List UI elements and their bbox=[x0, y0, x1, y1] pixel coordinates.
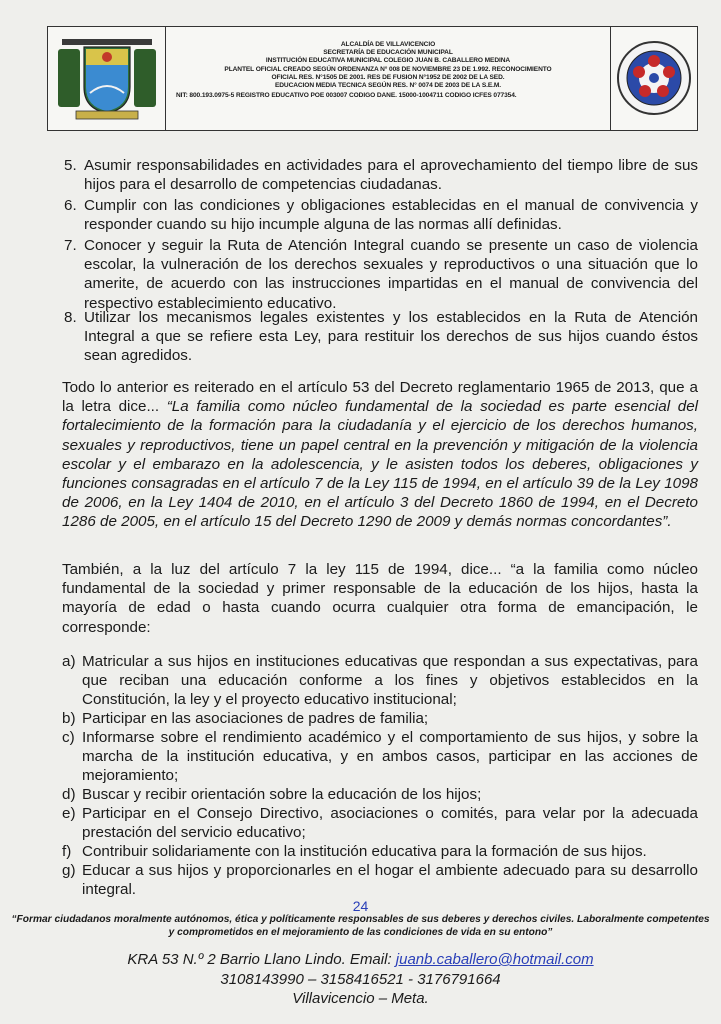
item-number: 7. bbox=[64, 237, 77, 254]
school-seal-cell bbox=[610, 27, 697, 130]
item-label: d) bbox=[62, 786, 76, 803]
header-line: INSTITUCIÓN EDUCATIVA MUNICIPAL COLEGIO JUAN B. CABALLERO MEDINA bbox=[265, 57, 511, 65]
header-line: OFICIAL RES. N°1505 DE 2001. RES DE FUSION N°1952 DE 2002 DE LA SED. bbox=[271, 73, 505, 81]
item-number: 5. bbox=[64, 157, 77, 174]
letterhead-text bbox=[166, 41, 610, 100]
lettered-item-e bbox=[62, 804, 698, 842]
lettered-item-b bbox=[62, 709, 698, 728]
lettered-item-g bbox=[62, 861, 698, 899]
item-text: Cumplir con las condiciones y obligaciones establecidas en el manual de convivencia y responder cuando su hijo incumple alguna de las normas allí definidas. bbox=[84, 197, 698, 234]
law-paragraph: También, a la luz del artículo 7 la ley 115 de 1994, dice... “a la familia como núcleo fundamental de la sociedad y primer responsable de la educación de los hijos, hasta la mayoría de edad o hasta cuando ocurra cualquier otra forma de emancipación, le corresponde: bbox=[62, 561, 698, 636]
institutional-motto: “Formar ciudadanos moralmente autónomos, ética y políticamente responsables de sus deberes y derechos civiles. Laboralmente competentes y comprometidos en el mejoramiento de las condiciones de vida en su entono” bbox=[11, 914, 710, 938]
municipal-coat-of-arms-cell bbox=[48, 27, 166, 130]
header-line: PLANTEL OFICIAL CREADO SEGÚN ORDENANZA N° 008 DE NOVIEMBRE 23 DE 1.992. RECONOCIMIENTO bbox=[224, 65, 552, 73]
email-link[interactable]: juanb.caballero@hotmail.com bbox=[395, 951, 594, 968]
item-text: Participar en las asociaciones de padres de familia; bbox=[82, 710, 429, 727]
item-text: Asumir responsabilidades en actividades para el aprovechamiento del tiempo libre de sus hijos para el desarrollo de competencias ciudadanas. bbox=[84, 157, 698, 194]
item-text: Buscar y recibir orientación sobre la educación de los hijos; bbox=[82, 786, 482, 803]
item-text: Conocer y seguir la Ruta de Atención Integral cuando se presente un caso de violencia escolar, la vulneración de los derechos sexuales y reproductivos o una situación que lo amerite, de acuerdo con las instrucciones impartidas en el manual de convivencia del respectivo establecimiento educativo. bbox=[84, 237, 698, 312]
header-line: SECRETARÍA DE EDUCACIÓN MUNICIPAL bbox=[323, 49, 453, 57]
coat-of-arms-icon bbox=[48, 27, 166, 129]
item-label: g) bbox=[62, 862, 76, 879]
numbered-item-6 bbox=[62, 196, 698, 234]
item-number: 8. bbox=[64, 309, 77, 326]
item-text: Utilizar los mecanismos legales existentes y los establecidos en la Ruta de Atención Integral a que se refiere esta Ley, para restituir los derechos de sus hijos cuando éstos sean agredidos. bbox=[84, 309, 698, 365]
item-number: 6. bbox=[64, 197, 77, 214]
decree-intro: Todo lo anterior es reiterado en el artículo 53 del Decreto reglamentario 1965 de 2013, que a la letra dice... bbox=[62, 379, 698, 416]
item-text: Contribuir solidariamente con la institución educativa para la formación de sus hijos. bbox=[82, 843, 647, 860]
header-line: EDUCACION MEDIA TECNICA SEGÚN RES. N° 0074 DE 2003 DE LA S.E.M. bbox=[274, 82, 502, 90]
numbered-item-8 bbox=[62, 308, 698, 366]
body-content bbox=[62, 156, 699, 899]
school-seal-icon bbox=[611, 27, 698, 129]
numbered-item-7 bbox=[62, 236, 698, 313]
lettered-item-a bbox=[62, 652, 698, 710]
item-label: c) bbox=[62, 729, 75, 746]
city-line: Villavicencio – Meta. bbox=[292, 990, 429, 1007]
item-text: Informarse sobre el rendimiento académico y el comportamiento de sus hijos, y sobre la marcha de la institución educativa, y en ambos casos, participar en las acciones de mejoramiento; bbox=[82, 729, 698, 785]
letterhead bbox=[47, 26, 698, 131]
decree-paragraph bbox=[62, 378, 698, 532]
address-line bbox=[0, 950, 721, 970]
item-label: e) bbox=[62, 805, 76, 822]
header-line: ALCALDÍA DE VILLAVICENCIO bbox=[340, 41, 436, 48]
item-text: Educar a sus hijos y proporcionarles en el hogar el ambiente adecuado para su desarrollo integral. bbox=[82, 862, 698, 899]
item-label: a) bbox=[62, 653, 76, 670]
contact-block bbox=[0, 950, 721, 1009]
decree-quote: “La familia como núcleo fundamental de la sociedad es parte esencial del fortalecimiento de la formación para la ciudadanía y el ejercicio de los derechos humanos, sexuales y reproductivos, tiene un papel central en la prevención y mitigación de la violencia escolar y el embarazo en la adolescencia, y le asisten todos los deberes, obligaciones y funciones consagradas en el artículo 7 de la Ley 115 de 1994, en el artículo 39 de la Ley 1098 de 2006, en la Ley 1404 de 2010, en el artículo 3 del Decreto 1860 de 1994, en el Decreto 1286 de 2005, en el artículo 15 del Decreto 1290 de 2009 y demás normas concordantes”. bbox=[62, 398, 699, 531]
numbered-item-5 bbox=[62, 156, 698, 194]
lettered-item-c bbox=[62, 728, 698, 786]
lettered-item-d bbox=[62, 785, 698, 804]
header-nit: NIT: 800.193.0975-5 REGISTRO EDUCATIVO POE 003007 CODIGO DANE. 15000-1004711 CODIGO ICFES 077354. bbox=[176, 92, 517, 100]
address-text: KRA 53 N.º 2 Barrio Llano Lindo. Email: bbox=[127, 951, 396, 968]
item-text: Matricular a sus hijos en instituciones educativas que respondan a sus expectativas, para que reciban una educación conforme a los fines y objetivos establecidos en la Constitución, la ley y el proyecto educativo institucional; bbox=[82, 653, 698, 709]
phone-line: 3108143990 – 3158416521 - 3176791664 bbox=[220, 970, 501, 988]
page-number: 24 bbox=[352, 898, 369, 914]
item-label: f) bbox=[62, 843, 72, 860]
lettered-item-f bbox=[62, 842, 698, 861]
item-text: Participar en el Consejo Directivo, asociaciones o comités, para velar por la adecuada prestación del servicio educativo; bbox=[82, 805, 698, 842]
item-label: b) bbox=[62, 710, 76, 727]
